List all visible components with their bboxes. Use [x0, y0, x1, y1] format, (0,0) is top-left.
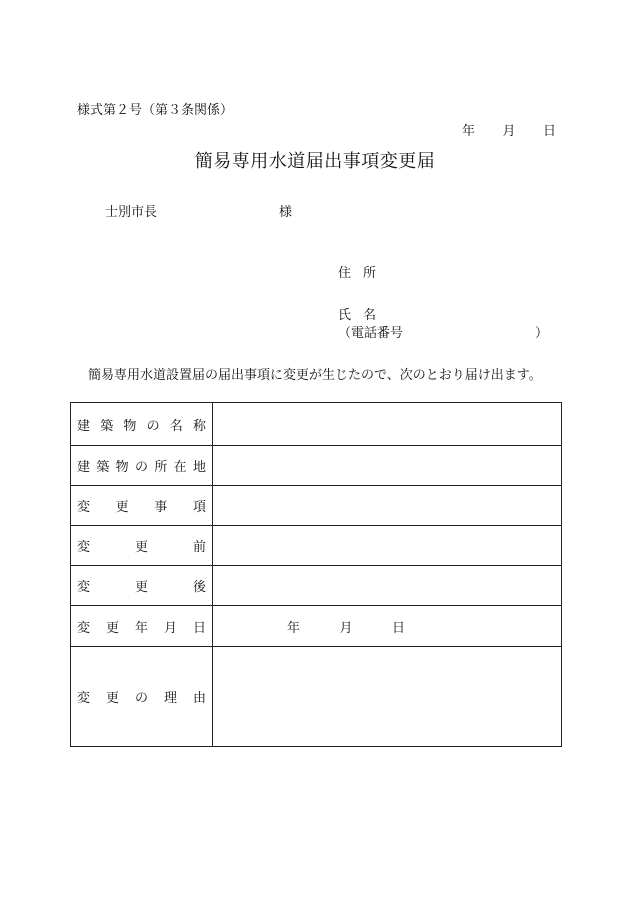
row-label-text [77, 536, 206, 555]
row-label-char: 築 [100, 418, 114, 434]
row-label-char: 理 [163, 691, 177, 706]
row-label-char: 在 [173, 460, 187, 475]
row-label-char: 地 [192, 460, 206, 475]
row-label-char: 前 [192, 540, 206, 555]
row-label-text [77, 576, 206, 595]
building-location-row [71, 446, 561, 486]
row-label-char: 由 [192, 691, 206, 706]
row-label-char: 称 [192, 418, 206, 434]
document-title: 簡易専用水道届出事項変更届 [194, 151, 436, 172]
notification-statement: 簡易専用水道設置届の届出事項に変更が生じたので、次のとおり届け出ます。 [88, 368, 542, 383]
row-value-field[interactable] [213, 566, 561, 605]
row-label-text [77, 415, 206, 434]
row-label [71, 526, 213, 565]
row-value-field[interactable] [213, 446, 561, 485]
row-label [71, 486, 213, 525]
row-label-char: 事 [154, 500, 168, 515]
name-label [338, 304, 376, 323]
name-label-char: 氏 [338, 308, 352, 323]
row-label-char: 後 [192, 580, 206, 595]
address-label-char: 住 [338, 266, 352, 281]
phone-close-paren: ） [534, 326, 548, 341]
phone-label: （電話番号 [338, 326, 404, 341]
row-label [71, 606, 213, 646]
month-label: 月 [502, 124, 516, 139]
row-label-text [77, 617, 206, 636]
row-label-char: 所 [154, 460, 168, 475]
row-label-char: 変 [77, 691, 91, 706]
row-label-char: 変 [77, 540, 91, 555]
row-label [71, 566, 213, 605]
name-label-char: 名 [362, 308, 376, 323]
row-label-text [77, 456, 206, 475]
row-label-char: の [134, 691, 148, 706]
row-label-char: 更 [134, 580, 148, 595]
before-change-row [71, 526, 561, 566]
row-label-text [77, 496, 206, 515]
row-label-char: 建 [77, 418, 91, 434]
row-label-text [77, 687, 206, 706]
row-label-char: 日 [192, 620, 206, 636]
row-label [71, 446, 213, 485]
submission-date [462, 120, 556, 139]
date-unit-label: 日 [391, 620, 405, 636]
row-value-field[interactable] [213, 606, 561, 646]
change-date-row [71, 606, 561, 647]
row-label [71, 647, 213, 746]
row-value-field[interactable] [213, 486, 561, 525]
row-label-char: 月 [163, 620, 177, 636]
row-label-char: の [146, 418, 160, 434]
address-label [338, 262, 376, 281]
date-unit-label: 年 [287, 620, 301, 636]
row-label-char: 更 [115, 500, 129, 515]
row-label-char: 更 [105, 691, 119, 706]
row-label-char: 変 [77, 580, 91, 595]
phone-number-line [338, 322, 548, 341]
row-label-char: 変 [77, 500, 91, 515]
row-label-char: 建 [77, 460, 91, 475]
row-label-char: 物 [115, 460, 129, 475]
row-label-char: 項 [192, 500, 206, 515]
address-label-char: 所 [362, 266, 376, 281]
year-label: 年 [462, 124, 476, 139]
change-date-value [287, 617, 405, 636]
row-label-char: 物 [123, 418, 137, 434]
row-label-char: 変 [77, 620, 91, 636]
row-label-char: の [134, 460, 148, 475]
after-change-row [71, 566, 561, 606]
form-number: 様式第２号（第３条関係） [77, 103, 234, 118]
row-value-field[interactable] [213, 526, 561, 565]
day-label: 日 [542, 124, 556, 139]
addressee-honorific: 様 [279, 205, 293, 220]
row-label-char: 築 [96, 460, 110, 475]
change-item-row [71, 486, 561, 526]
row-label [71, 403, 213, 445]
row-value-field[interactable] [213, 403, 561, 445]
change-reason-row [71, 647, 561, 746]
date-unit-label: 月 [339, 620, 353, 636]
row-value-field[interactable] [213, 647, 561, 746]
change-details-table [70, 402, 562, 747]
row-label-char: 名 [169, 418, 183, 434]
building-name-row [71, 403, 561, 446]
addressee-name: 士別市長 [105, 205, 158, 220]
row-label-char: 更 [105, 620, 119, 636]
row-label-char: 更 [134, 540, 148, 555]
row-label-char: 年 [134, 620, 148, 636]
